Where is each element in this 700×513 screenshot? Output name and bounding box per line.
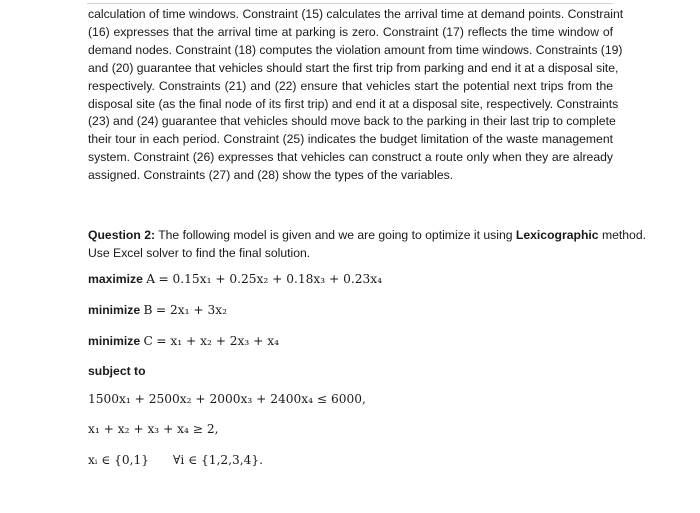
- paragraph-line: their tour in each period. Constraint (25) indicates the budget limitation of the waste management: [88, 132, 613, 147]
- paragraph-line: (23) and (24) guarantee that vehicles should move back to the parking in their last trip to complete: [88, 114, 616, 129]
- objective-expr: = 2x₁ + 3x₂: [155, 303, 227, 317]
- question-label: Question 2:: [88, 228, 156, 242]
- top-divider: [87, 3, 613, 4]
- question-text-end: method.: [598, 228, 646, 242]
- paragraph-line: assigned. Constraints (27) and (28) show the types of the variables.: [88, 168, 454, 183]
- objective-expr: = 0.15x₁ + 0.25x₂ + 0.18x₃ + 0.23x₄: [158, 272, 383, 286]
- domain-index: ∀i ∈ {1,2,3,4}.: [173, 453, 264, 467]
- objective-var: B: [143, 303, 153, 317]
- intro-paragraph: [88, 6, 624, 185]
- paragraph-line: (16) expresses that the arrival time at parking is zero. Constraint (17) reflects the time window of: [88, 24, 613, 39]
- objective-label: minimize: [88, 334, 141, 348]
- paragraph-line: disposal site (as the final node of its first trip) and end it at a disposal site, respectively. Constraints: [88, 96, 619, 111]
- paragraph-line: demand nodes. Constraint (18) computes the violation amount from time windows. Constraints (19): [88, 42, 623, 57]
- objective-var: A: [146, 272, 156, 286]
- paragraph-line: system. Constraint (26) expresses that vehicles can construct a route only when they are already: [88, 150, 613, 165]
- method-name: Lexicographic: [515, 228, 599, 242]
- objective-expr: = x₁ + x₂ + 2x₃ + x₄: [156, 334, 280, 348]
- question-block: [88, 226, 646, 262]
- paragraph-line: calculation of time windows. Constraint (15) calculates the arrival time at demand points. Constraint: [88, 7, 624, 21]
- question-line-1: [88, 226, 646, 244]
- domain-binary: xᵢ ∈ {0,1}: [88, 453, 149, 467]
- constraint-budget: 1500x₁ + 2500x₂ + 2000x₃ + 2400x₄ ≤ 6000,: [88, 392, 366, 406]
- question-line-2: Use Excel solver to find the final solution.: [88, 246, 311, 260]
- subject-to-text: subject to: [88, 364, 146, 378]
- objective-var: C: [143, 334, 153, 348]
- paragraph-line: and (20) guarantee that vehicles should start the first trip from parking and end it at a disposal site,: [88, 60, 619, 75]
- question-text: The following model is given and we are going to optimize it using: [155, 228, 516, 242]
- subject-to-label: [88, 364, 146, 378]
- objective-c: [88, 334, 279, 348]
- objective-a: [88, 272, 382, 286]
- objective-b: [88, 303, 227, 317]
- objective-label: maximize: [88, 272, 143, 286]
- constraint-count: x₁ + x₂ + x₃ + x₄ ≥ 2,: [88, 422, 219, 436]
- paragraph-line: respectively. Constraints (21) and (22) ensure that vehicles start the potential next trips from the: [88, 78, 613, 93]
- objective-label: minimize: [88, 303, 141, 317]
